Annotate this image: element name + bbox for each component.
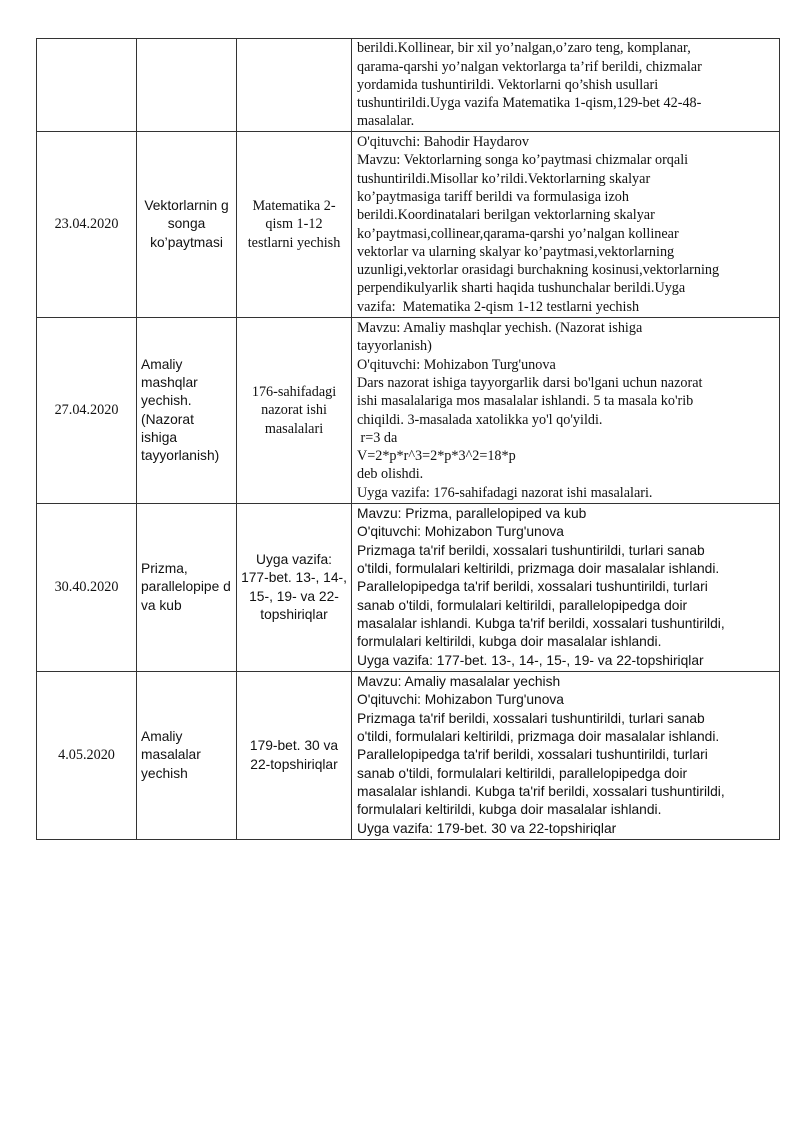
description-cell bbox=[352, 132, 780, 318]
description-line: V=2*p*r^3=2*p*3^2=18*p bbox=[357, 448, 516, 465]
description-line: Parallelopipedga ta'rif berildi, xossalari tushuntirildi, turlari bbox=[357, 747, 708, 763]
table-row bbox=[37, 672, 780, 840]
description-line: Uyga vazifa: 179-bet. 30 va 22-topshiriqlar bbox=[357, 820, 617, 836]
date-cell bbox=[37, 39, 137, 132]
description-line: Mavzu: Prizma, parallelopiped va kub bbox=[357, 506, 587, 522]
table-row bbox=[37, 318, 780, 504]
description-line: berildi.Koordinatalari berilgan vektorlarning skalyar bbox=[357, 207, 655, 224]
date-cell: 23.04.2020 bbox=[37, 132, 137, 318]
topic-cell: Prizma, parallelopipe d va kub bbox=[137, 504, 237, 672]
description-line: deb olishdi. bbox=[357, 466, 424, 483]
description-line: Mavzu: Amaliy masalalar yechish bbox=[357, 674, 561, 690]
task-cell: 176-sahifadagi nazorat ishi masalalari bbox=[237, 318, 352, 504]
description-line: Prizmaga ta'rif berildi, xossalari tushuntirildi, turlari sanab bbox=[357, 710, 705, 726]
description-cell bbox=[352, 318, 780, 504]
description-line: vektorlar va ularning skalyar ko’paytmasi,vektorlarning bbox=[357, 243, 675, 260]
description-line: ko’paytmasi,collinear,qarama-qarshi yo’nalgan kollinear bbox=[357, 225, 679, 242]
description-line: sanab o'tildi, formulalari keltirildi, parallelopipedga doir bbox=[357, 765, 688, 781]
date-cell: 4.05.2020 bbox=[37, 672, 137, 840]
description-line: O'qituvchi: Mohizabon Turg'unova bbox=[357, 356, 556, 373]
date-cell: 27.04.2020 bbox=[37, 318, 137, 504]
description-line: tushuntirildi.Misollar ko’rildi.Vektorlarning skalyar bbox=[357, 170, 651, 187]
description-line: formulalari keltirildi, kubga doir masalalar ishlandi. bbox=[357, 634, 662, 650]
topic-cell: Amaliy mashqlar yechish. (Nazorat ishiga tayyorlanish) bbox=[137, 318, 237, 504]
description-line: formulalari keltirildi, kubga doir masalalar ishlandi. bbox=[357, 802, 662, 818]
task-cell bbox=[237, 39, 352, 132]
description-line: qarama-qarshi yo’nalgan vektorlarga ta’rif berildi, chizmalar bbox=[357, 58, 702, 75]
description-line: O'qituvchi: Mohizabon Turg'unova bbox=[357, 524, 564, 540]
description-line: Prizmaga ta'rif berildi, xossalari tushuntirildi, turlari sanab bbox=[357, 542, 705, 558]
description-line: o'tildi, formulalari keltirildi, prizmaga doir masalalar ishlandi. bbox=[357, 729, 720, 745]
task-cell: Matematika 2-qism 1-12 testlarni yechish bbox=[237, 132, 352, 318]
description-line: masalalar ishlandi. Kubga ta'rif berildi, xossalari tushuntirildi, bbox=[357, 615, 725, 631]
description-line: Parallelopipedga ta'rif berildi, xossalari tushuntirildi, turlari bbox=[357, 579, 708, 595]
description-line: Uyga vazifa: 176-sahifadagi nazorat ishi masalalari. bbox=[357, 484, 653, 501]
description-line: Mavzu: Vektorlarning songa ko’paytmasi chizmalar orqali bbox=[357, 152, 689, 169]
description-line: ishi masalalariga mos masalalar ishlandi. 5 ta masala ko'rib bbox=[357, 393, 694, 410]
description-line: masalalar. bbox=[357, 113, 415, 130]
topic-cell bbox=[137, 39, 237, 132]
task-cell: Uyga vazifa: 177-bet. 13-, 14-, 15-, 19- va 22-topshiriqlar bbox=[237, 504, 352, 672]
description-line: tayyorlanish) bbox=[357, 338, 432, 355]
topic-cell: Amaliy masalalar yechish bbox=[137, 672, 237, 840]
description-line: Uyga vazifa: 177-bet. 13-, 14-, 15-, 19- va 22-topshiriqlar bbox=[357, 652, 704, 668]
description-line: yordamida tushuntirildi. Vektorlarni qo’shish usullari bbox=[357, 76, 659, 93]
description-line: O'qituvchi: Mohizabon Turg'unova bbox=[357, 692, 564, 708]
task-cell: 179-bet. 30 va 22-topshiriqlar bbox=[237, 672, 352, 840]
description-cell bbox=[352, 39, 780, 132]
description-line: Mavzu: Amaliy mashqlar yechish. (Nazorat ishiga bbox=[357, 320, 643, 337]
description-line: sanab o'tildi, formulalari keltirildi, parallelopipedga doir bbox=[357, 597, 688, 613]
lesson-log-table bbox=[36, 38, 780, 840]
description-line: chiqildi. 3-masalada xatolikka yo'l qo'yildi. bbox=[357, 411, 603, 428]
description-line: perpendikulyarlik sharti haqida tushunchalar berildi.Uyga bbox=[357, 280, 686, 297]
description-line: Dars nazorat ishiga tayyorgarlik darsi bo'lgani uchun nazorat bbox=[357, 374, 703, 391]
description-line: ko’paytmasiga tariff berildi va formulasiga izoh bbox=[357, 188, 629, 205]
description-cell bbox=[352, 504, 780, 672]
description-line: o'tildi, formulalari keltirildi, prizmaga doir masalalar ishlandi. bbox=[357, 561, 720, 577]
description-line: berildi.Kollinear, bir xil yo’nalgan,o’zaro teng, komplanar, bbox=[357, 40, 691, 57]
description-line: uzunligi,vektorlar orasidagi burchakning kosinusi,vektorlarning bbox=[357, 262, 720, 279]
date-cell: 30.40.2020 bbox=[37, 504, 137, 672]
description-line: O'qituvchi: Bahodir Haydarov bbox=[357, 134, 529, 151]
description-line: r=3 da bbox=[357, 429, 398, 446]
description-line: tushuntirildi.Uyga vazifa Matematika 1-qism,129-bet 42-48- bbox=[357, 95, 702, 112]
table-row bbox=[37, 504, 780, 672]
table-row bbox=[37, 132, 780, 318]
description-line: masalalar ishlandi. Kubga ta'rif berildi, xossalari tushuntirildi, bbox=[357, 783, 725, 799]
description-cell bbox=[352, 672, 780, 840]
table-row bbox=[37, 39, 780, 132]
description-line: vazifa: Matematika 2-qism 1-12 testlarni yechish bbox=[357, 298, 640, 315]
topic-cell: Vektorlarnin g songa ko’paytmasi bbox=[137, 132, 237, 318]
